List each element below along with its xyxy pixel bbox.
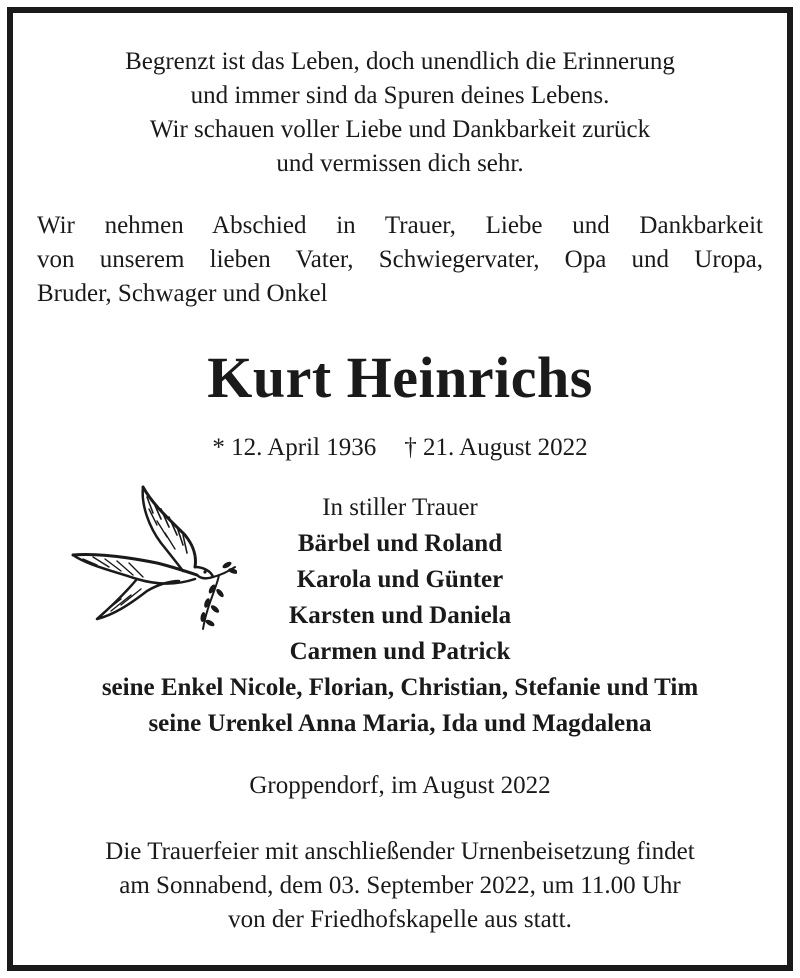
death-date: † 21. August 2022 [404, 434, 588, 461]
mourners-block [13, 490, 787, 742]
service-line: von der Friedhofskapelle aus statt. [228, 906, 572, 933]
mourner-family: Bärbel und Roland [297, 530, 503, 557]
life-dates [13, 431, 787, 465]
service-line: Die Trauerfeier mit anschließender Urnenbeisetzung findet [105, 838, 695, 865]
intro-line: Bruder, Schwager und Onkel [37, 280, 328, 307]
mourner-great-grandchildren: seine Urenkel Anna Maria, Ida und Magdalena [148, 710, 652, 737]
funeral-service-info [13, 835, 787, 937]
deceased-name: Kurt Heinrichs [207, 345, 593, 410]
mourners-lead: In stiller Trauer [322, 494, 478, 521]
birth-date: * 12. April 1936 [212, 434, 377, 461]
mourner-family: Carmen und Patrick [289, 638, 511, 665]
intro-line: von unserem lieben Vater, Schwiegervater, Opa und Uropa, [37, 246, 763, 273]
poem-line: und immer sind da Spuren deines Lebens. [190, 82, 610, 109]
obituary-frame [7, 7, 793, 971]
intro-line: Wir nehmen Abschied in Trauer, Liebe und Dankbarkeit [37, 212, 763, 239]
memorial-poem [13, 45, 787, 181]
poem-line: Wir schauen voller Liebe und Dankbarkeit zurück [149, 116, 651, 143]
poem-line: Begrenzt ist das Leben, doch unendlich die Erinnerung [125, 48, 675, 75]
poem-line: und vermissen dich sehr. [276, 150, 524, 177]
place-and-date: Groppendorf, im August 2022 [249, 772, 551, 799]
farewell-intro [37, 209, 763, 311]
mourner-family: Karola und Günter [296, 566, 504, 593]
mourner-family: Karsten und Daniela [288, 602, 512, 629]
mourner-grandchildren: seine Enkel Nicole, Florian, Christian, Stefanie und Tim [101, 674, 699, 701]
service-line: am Sonnabend, dem 03. September 2022, um 11.00 Uhr [119, 872, 681, 899]
